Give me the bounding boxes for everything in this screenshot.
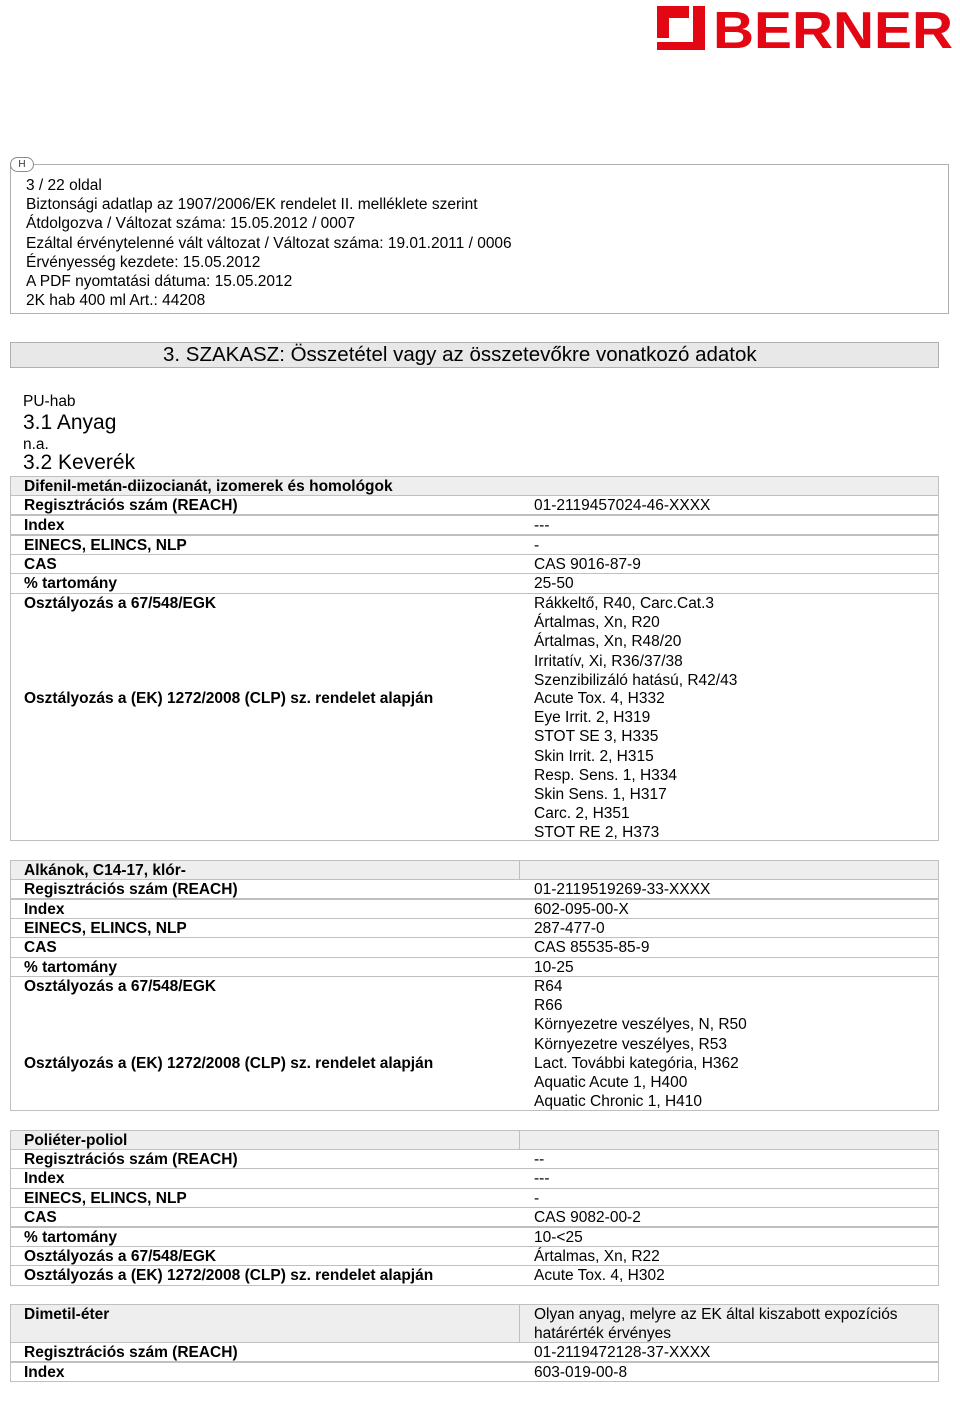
logo-text: BERNER — [713, 4, 953, 52]
clp-value: Skin Irrit. 2, H315 — [534, 747, 654, 765]
substance-name-row — [10, 860, 939, 880]
table-row — [10, 1265, 939, 1286]
table-row — [10, 1362, 939, 1382]
page-number: 3 / 22 oldal — [26, 177, 102, 194]
substance-name-row — [10, 1304, 939, 1343]
table-row — [10, 1342, 939, 1362]
subsection-3-1-value: n.a. — [23, 436, 49, 453]
einecs-value: - — [534, 537, 540, 554]
index-value: --- — [534, 1170, 550, 1187]
table-row — [10, 535, 939, 555]
cas-label: CAS — [24, 939, 57, 956]
table-row — [10, 515, 939, 535]
einecs-label: EINECS, ELINCS, NLP — [24, 537, 187, 554]
superseded-line: Ezáltal érvénytelenné vált változat / Változat száma: 19.01.2011 / 0006 — [26, 234, 512, 252]
clp-value: Acute Tox. 4, H302 — [534, 1267, 665, 1284]
table-row — [10, 918, 939, 938]
reach-value: 01-2119457024-46-XXXX — [534, 497, 711, 514]
classification-block — [10, 593, 939, 841]
index-value: 603-019-00-8 — [534, 1364, 628, 1381]
substance-name: Difenil-metán-diizocianát, izomerek és homológok — [24, 478, 393, 495]
table-row — [10, 573, 939, 594]
reach-label: Regisztrációs szám (REACH) — [24, 881, 238, 898]
clp-value: Carc. 2, H351 — [534, 805, 630, 823]
clp-value: STOT SE 3, H335 — [534, 728, 659, 746]
table-row — [10, 1246, 939, 1266]
clp-value: Acute Tox. 4, H332 — [534, 690, 665, 707]
einecs-label: EINECS, ELINCS, NLP — [24, 920, 187, 937]
dsd-value: Irritatív, Xi, R36/37/38 — [534, 652, 683, 670]
sds-regulation: Biztonsági adatlap az 1907/2006/EK rendelet II. melléklete szerint — [26, 196, 478, 214]
index-label: Index — [24, 517, 65, 534]
dsd-value: R64 — [534, 978, 563, 995]
clp-value: Resp. Sens. 1, H334 — [534, 766, 678, 784]
table-row — [10, 1207, 939, 1227]
index-label: Index — [24, 1364, 65, 1381]
product-article: 2K hab 400 ml Art.: 44208 — [26, 292, 206, 310]
reach-value: -- — [534, 1151, 545, 1168]
table-row — [10, 1188, 939, 1208]
dsd-value: Ártalmas, Xn, R48/20 — [534, 633, 682, 651]
table-row — [10, 1149, 939, 1169]
percent-label: % tartomány — [24, 959, 118, 976]
dsd-value: Rákkeltő, R40, Carc.Cat.3 — [534, 595, 715, 612]
einecs-value: 287-477-0 — [534, 920, 605, 937]
reach-label: Regisztrációs szám (REACH) — [24, 1344, 238, 1361]
substance-name-row — [10, 1130, 939, 1150]
table-row — [10, 554, 939, 574]
clp-label: Osztályozás a (EK) 1272/2008 (CLP) sz. rendelet alapján — [24, 1055, 434, 1072]
clp-label: Osztályozás a (EK) 1272/2008 (CLP) sz. rendelet alapján — [24, 690, 434, 707]
substance-name-row — [10, 476, 939, 496]
header-lines — [26, 176, 512, 310]
clp-value: Skin Sens. 1, H317 — [534, 785, 667, 803]
product-name: PU-hab — [23, 393, 76, 410]
clp-value: Eye Irrit. 2, H319 — [534, 709, 651, 727]
table-row — [10, 879, 939, 899]
dsd-label: Osztályozás a 67/548/EGK — [24, 595, 217, 612]
cas-value: CAS 9016-87-9 — [534, 556, 641, 573]
index-label: Index — [24, 901, 65, 918]
substance-name: Alkánok, C14-17, klór- — [24, 862, 186, 879]
reach-label: Regisztrációs szám (REACH) — [24, 497, 238, 514]
column-divider — [519, 1305, 520, 1342]
clp-value: STOT RE 2, H373 — [534, 824, 660, 842]
cas-label: CAS — [24, 1209, 57, 1226]
percent-label: % tartomány — [24, 1229, 118, 1246]
cas-value: CAS 9082-00-2 — [534, 1209, 641, 1226]
dsd-value: R66 — [534, 997, 563, 1015]
reach-value: 01-2119519269-33-XXXX — [534, 881, 711, 898]
exposure-note — [534, 1305, 898, 1343]
dsd-label: Osztályozás a 67/548/EGK — [24, 978, 217, 995]
percent-value: 10-25 — [534, 959, 574, 976]
dsd-value: Ártalmas, Xn, R20 — [534, 614, 660, 632]
berner-logo — [655, 4, 955, 52]
index-value: --- — [534, 517, 550, 534]
cas-value: CAS 85535-85-9 — [534, 939, 650, 956]
index-label: Index — [24, 1170, 65, 1187]
column-divider — [519, 861, 520, 879]
valid-from-line: Érvényesség kezdete: 15.05.2012 — [26, 253, 261, 271]
exposure-note-line: határérték érvényes — [534, 1325, 671, 1343]
dsd-values — [534, 977, 747, 1054]
table-row — [10, 937, 939, 958]
table-row — [10, 495, 939, 515]
exposure-note-line: Olyan anyag, melyre az EK által kiszabott expozíciós — [534, 1306, 898, 1323]
pdf-print-date: A PDF nyomtatási dátuma: 15.05.2012 — [26, 272, 293, 290]
substance-name: Poliéter-poliol — [24, 1132, 128, 1149]
subsection-3-1-heading: 3.1 Anyag — [23, 411, 117, 434]
dsd-value: Ártalmas, Xn, R22 — [534, 1248, 660, 1265]
clp-value: Aquatic Acute 1, H400 — [534, 1074, 688, 1092]
table-row — [10, 1227, 939, 1247]
clp-value: Aquatic Chronic 1, H410 — [534, 1093, 703, 1111]
dsd-value: Környezetre veszélyes, N, R50 — [534, 1016, 747, 1034]
clp-label: Osztályozás a (EK) 1272/2008 (CLP) sz. rendelet alapján — [24, 1267, 434, 1284]
percent-value: 25-50 — [534, 575, 574, 592]
einecs-value: - — [534, 1190, 540, 1207]
clp-value: Lact. További kategória, H362 — [534, 1055, 739, 1072]
table-row — [10, 899, 939, 919]
percent-value: 10-<25 — [534, 1229, 583, 1246]
reach-label: Regisztrációs szám (REACH) — [24, 1151, 238, 1168]
section-title: 3. SZAKASZ: Összetétel vagy az összetevőkre vonatkozó adatok — [163, 343, 757, 366]
substance-name: Dimetil-éter — [24, 1306, 110, 1323]
table-row — [10, 957, 939, 977]
dsd-values — [534, 594, 737, 690]
index-value: 602-095-00-X — [534, 901, 629, 918]
dsd-value: Szenzibilizáló hatású, R42/43 — [534, 671, 738, 689]
reach-value: 01-2119472128-37-XXXX — [534, 1344, 711, 1361]
header-badge: H — [10, 157, 34, 172]
revision-line: Átdolgozva / Változat száma: 15.05.2012 / 0007 — [26, 215, 356, 233]
clp-values — [534, 689, 677, 843]
dsd-value: Környezetre veszélyes, R53 — [534, 1035, 727, 1053]
clp-values — [534, 1054, 739, 1112]
column-divider — [519, 1131, 520, 1149]
classification-block — [10, 976, 939, 1111]
dsd-label: Osztályozás a 67/548/EGK — [24, 1248, 217, 1265]
subsection-3-2-heading: 3.2 Keverék — [23, 451, 136, 474]
cas-label: CAS — [24, 556, 57, 573]
table-row — [10, 1168, 939, 1189]
einecs-label: EINECS, ELINCS, NLP — [24, 1190, 187, 1207]
percent-label: % tartomány — [24, 575, 118, 592]
